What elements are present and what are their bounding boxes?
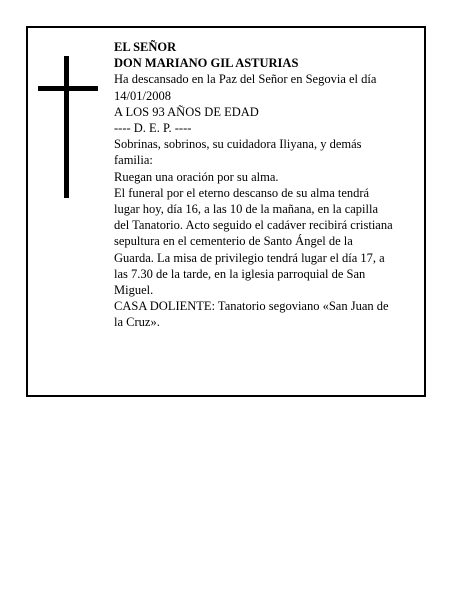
funeral-details: del Tanatorio. Acto seguido el cadáver recibirá cristiana — [114, 218, 393, 233]
title-line: EL SEÑOR — [114, 40, 177, 54]
age-line: A LOS 93 AÑOS DE EDAD — [114, 104, 259, 119]
cross-vertical-bar — [64, 56, 69, 198]
funeral-details: las 7.30 de la tarde, en la iglesia parroquial de San — [114, 266, 366, 281]
cross-horizontal-bar — [38, 86, 98, 91]
prayer-request: Ruegan una oración por su alma. — [114, 169, 279, 184]
death-statement: Ha descansado en la Paz del Señor en Segovia el día — [114, 72, 377, 87]
deceased-name: DON MARIANO GIL ASTURIAS — [114, 56, 299, 71]
mourning-house: CASA DOLIENTE: Tanatorio segoviano «San Juan de — [114, 299, 389, 314]
funeral-details: Miguel. — [114, 283, 154, 298]
funeral-details: sepultura en el cementerio de Santo Ángel de la — [114, 234, 353, 249]
funeral-details: El funeral por el eterno descanso de su alma tendrá — [114, 185, 370, 200]
family-line: Sobrinas, sobrinos, su cuidadora Iliyana, y demás — [114, 137, 362, 152]
funeral-details: Guarda. La misa de privilegio tendrá lugar el día 17, a — [114, 250, 385, 265]
death-date: 14/01/2008 — [114, 88, 171, 103]
funeral-details: lugar hoy, día 16, a las 10 de la mañana, en la capilla — [114, 202, 379, 217]
obituary-notice — [26, 26, 426, 397]
family-line-cont: familia: — [114, 153, 153, 168]
mourning-house-cont: la Cruz». — [114, 315, 160, 330]
cross-icon — [38, 56, 98, 198]
notice-text — [114, 39, 426, 331]
rip-line: ---- D. E. P. ---- — [114, 121, 192, 136]
